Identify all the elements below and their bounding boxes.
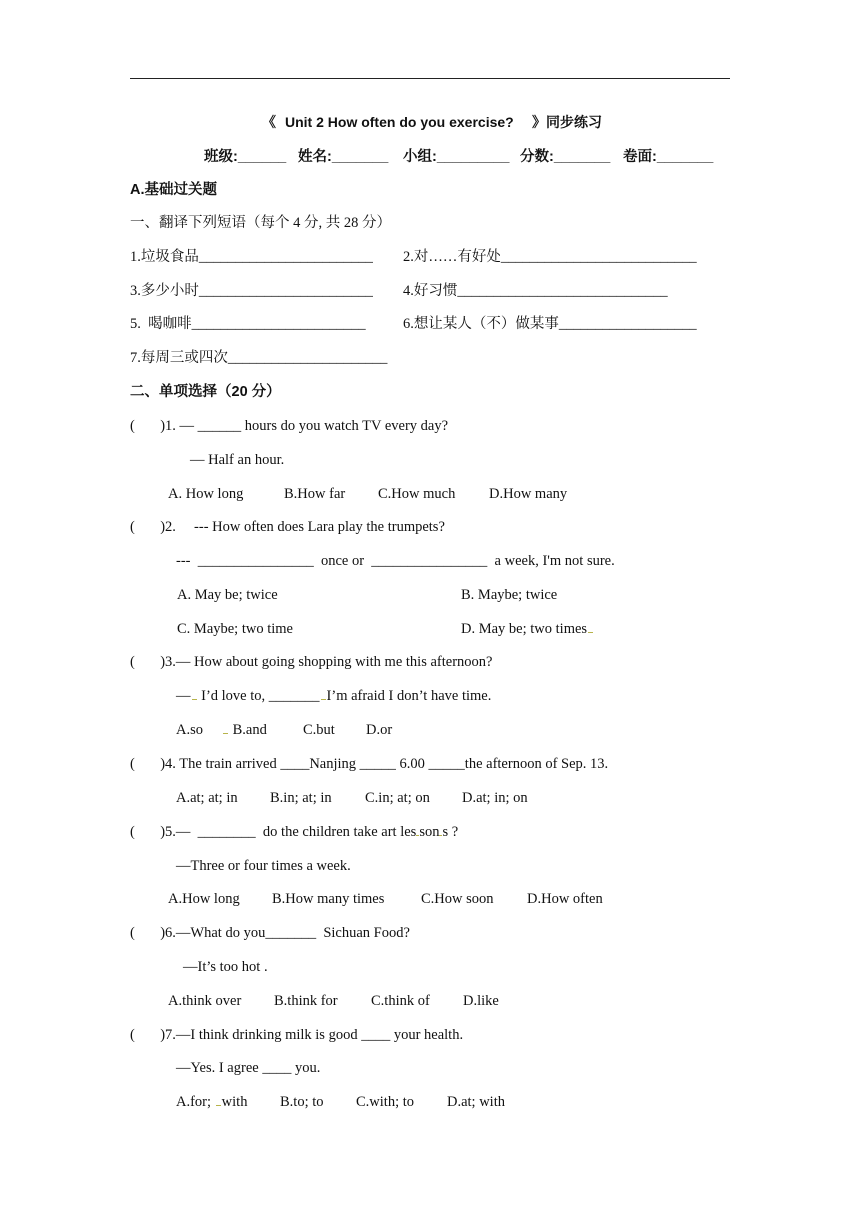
- phrase-item: [403, 281, 668, 301]
- question-stem: 6.—What do you_______ Sichuan Food?: [165, 925, 410, 941]
- answer-bracket: ( ): [130, 1027, 166, 1043]
- phrase-blank: ________________________: [198, 249, 373, 265]
- option-b: B.to; to: [280, 1094, 324, 1110]
- part1-title: 一、翻译下列短语（每个 4 分, 共 28 分）: [130, 215, 391, 231]
- phrase-blank: ______________________: [227, 350, 388, 366]
- option-b-text: B.and: [232, 722, 267, 738]
- top-rule: [130, 78, 730, 79]
- edit-mark: [192, 699, 197, 700]
- answer-bracket: ( ): [130, 925, 166, 941]
- question-3: [130, 652, 492, 672]
- title-close: 》同步练习: [532, 114, 602, 130]
- edit-mark: [588, 632, 593, 633]
- answer-bracket: ( ): [130, 824, 166, 840]
- part2-title: 二、单项选择（20 分）: [130, 384, 281, 400]
- option-c: C.but: [303, 722, 335, 738]
- phrase-blank: ___________________: [558, 316, 697, 332]
- option-b: B.in; at; in: [270, 790, 332, 806]
- class-field: 班级:______: [204, 149, 287, 165]
- option-d-text: D. May be; two times: [461, 621, 588, 637]
- title-open: 《: [262, 114, 276, 130]
- dialogue-reply: --- ________________ once or ________________ a week, I'm not sure.: [176, 553, 615, 569]
- reply-text-end: I’m afraid I don’t have time.: [326, 688, 492, 704]
- question-stem-end: s ?: [442, 824, 459, 840]
- question-6: [130, 923, 410, 943]
- option-d: D.How many: [489, 486, 568, 502]
- phrase-item: [403, 247, 697, 267]
- option-a: A.think over: [168, 993, 242, 1009]
- phrase-item: [130, 314, 366, 334]
- option-c: C.with; to: [356, 1094, 415, 1110]
- option-a: A.so: [176, 722, 203, 738]
- option-c: C. Maybe; two time: [177, 621, 293, 637]
- option-a: [176, 1092, 247, 1112]
- answer-bracket: ( ): [130, 654, 166, 670]
- edit-mark: [223, 733, 228, 734]
- group-field: 小组:_________: [403, 149, 510, 165]
- phrase-label: 1.垃圾食品: [130, 249, 199, 265]
- option-a-text: A.for;: [176, 1094, 212, 1110]
- question-5: [130, 822, 458, 842]
- phrase-label: 5. 喝咖啡: [130, 316, 192, 332]
- score-field: 分数:_______: [520, 149, 611, 165]
- question-7: [130, 1025, 463, 1045]
- option-b: B.think for: [274, 993, 338, 1009]
- option-d: D.at; in; on: [462, 790, 528, 806]
- option-d: D.How often: [527, 891, 603, 907]
- phrase-blank: ________________________: [191, 316, 366, 332]
- reply-text: I’d love to, _______: [197, 688, 320, 704]
- phrase-label: 7.每周三或四次: [130, 350, 228, 366]
- phrase-item: [130, 247, 373, 267]
- phrase-blank: ___________________________: [500, 249, 697, 265]
- question-stem: 4. The train arrived ____Nanjing _____ 6.00 _____the afternoon of Sep. 13.: [165, 756, 609, 772]
- phrase-label: 4.好习惯: [403, 283, 458, 299]
- answer-bracket: ( ): [130, 519, 166, 535]
- dialogue-reply: —Yes. I agree ____ you.: [176, 1060, 321, 1076]
- dialogue-reply: —It’s too hot .: [183, 959, 268, 975]
- option-d: D.at; with: [447, 1094, 505, 1110]
- option-d: D.or: [366, 722, 393, 738]
- option-a: A.How long: [168, 891, 240, 907]
- phrase-item: [130, 348, 387, 368]
- name-field: 姓名:_______: [298, 149, 389, 165]
- phrase-blank: ________________________: [198, 283, 373, 299]
- question-2: [130, 517, 445, 537]
- question-stem-mid: son: [419, 824, 440, 840]
- answer-bracket: ( ): [130, 756, 166, 772]
- question-stem: 5.— ________ do the children take art les: [165, 824, 417, 840]
- question-stem: 3.— How about going shopping with me this afternoon?: [165, 654, 493, 670]
- edit-mark: [321, 699, 326, 700]
- option-b: B. Maybe; twice: [461, 587, 558, 603]
- option-c: C.How much: [378, 486, 456, 502]
- option-c: C.How soon: [421, 891, 494, 907]
- option-a-text-end: with: [221, 1094, 248, 1110]
- question-stem: 1. — ______ hours do you watch TV every day?: [165, 418, 449, 434]
- edit-mark: [216, 1105, 221, 1106]
- question-4: [130, 754, 608, 774]
- paper-field: 卷面:_______: [623, 149, 714, 165]
- option-d: D.like: [463, 993, 499, 1009]
- page-title: Unit 2 How often do you exercise?: [285, 114, 514, 130]
- question-stem: 7.—I think drinking milk is good ____ your health.: [165, 1027, 464, 1043]
- phrase-item: [403, 314, 697, 334]
- option-c: C.think of: [371, 993, 430, 1009]
- phrase-blank: _____________________________: [457, 283, 668, 299]
- phrase-item: [130, 281, 373, 301]
- phrase-label: 6.想让某人（不）做某事: [403, 316, 559, 332]
- option-a: A.at; at; in: [176, 790, 238, 806]
- option-d: [461, 619, 594, 639]
- phrase-label: 3.多少小时: [130, 283, 199, 299]
- option-b: B.How far: [284, 486, 346, 502]
- dialogue-reply: [176, 686, 491, 706]
- option-a: A. How long: [168, 486, 244, 502]
- question-1: [130, 416, 448, 436]
- dialogue-reply: — Half an hour.: [190, 452, 285, 468]
- reply-dash: —: [176, 688, 191, 704]
- phrase-label: 2.对……有好处: [403, 249, 501, 265]
- section-a-heading: A.基础过关题: [130, 182, 217, 198]
- dialogue-reply: —Three or four times a week.: [176, 858, 351, 874]
- question-stem: 2. --- How often does Lara play the trumpets?: [165, 519, 445, 535]
- option-c: C.in; at; on: [365, 790, 430, 806]
- option-b: B.How many times: [272, 891, 385, 907]
- answer-bracket: ( ): [130, 418, 166, 434]
- option-b: [222, 720, 267, 740]
- option-a: A. May be; twice: [177, 587, 278, 603]
